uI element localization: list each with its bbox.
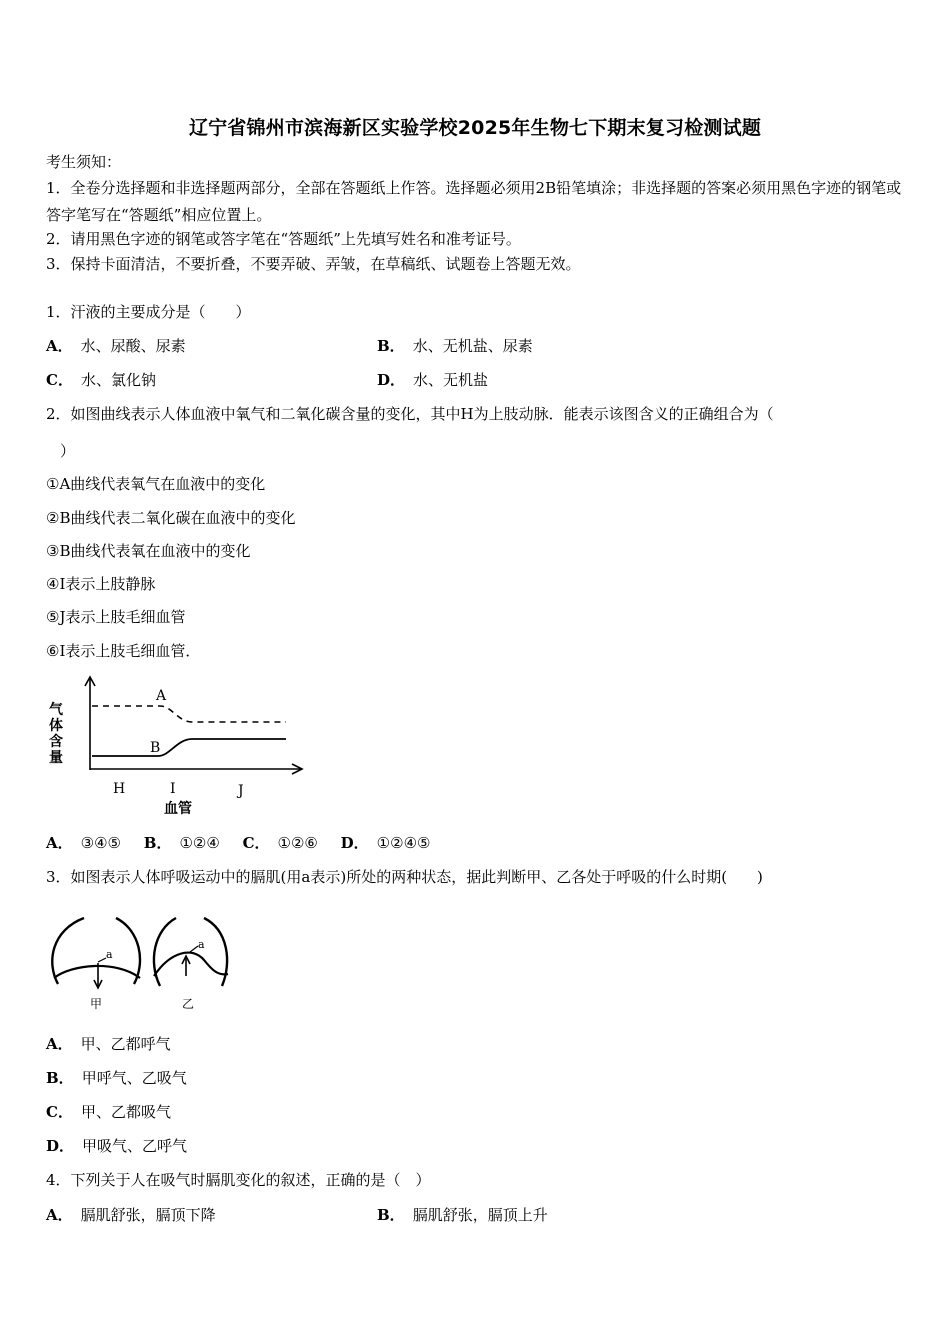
notice-item-2: 2．请用黑色字迹的钢笔或答字笔在“答题纸”上先填写姓名和准考证号。 [46,230,521,248]
notice-heading: 考生须知： [46,153,122,171]
q4-stem: 4．下列关于人在吸气时膈肌变化的叙述，正确的是（ ） [46,1171,431,1189]
y-axis-label-1: 气 [49,702,63,718]
tick-j: J [238,783,244,799]
option-label: B． [377,337,405,355]
tick-h: H [113,781,126,797]
y-axis-label-3: 含 [49,734,63,750]
label-a-right: a [198,938,205,951]
q3-option-c[interactable] [46,1102,171,1122]
label-pointer-left [98,958,106,962]
q1-stem: 1．汗液的主要成分是（ ） [46,303,251,321]
option-label: D． [377,371,406,389]
option-label: B． [46,1069,74,1087]
tick-i: I [170,781,176,797]
curve-b [92,739,286,756]
option-label: A． [46,834,73,852]
q2-option-c[interactable] [243,834,318,852]
option-text: 甲呼气、乙吸气 [81,1069,187,1087]
q4-option-b[interactable] [377,1205,548,1225]
option-label: C． [46,1103,73,1121]
label-left: 甲 [90,997,103,1011]
notice-item-1: 1．全卷分选择题和非选择题两部分，全部在答题纸上作答。选择题必须用2B铅笔填涂；非选择题的答案必须用黑色字迹的钢笔或答字笔写在“答题纸”相应位置上。 [46,179,902,224]
q2-statement-2: ②B曲线代表二氧化碳在血液中的变化 [46,509,296,527]
y-axis-label-2: 体 [49,718,63,734]
q3-option-b[interactable] [46,1068,187,1088]
option-text: 水、氯化钠 [80,371,156,389]
q2-stem-line1: 2．如图曲线表示人体血液中氧气和二氧化碳含量的变化，其中H为上肢动脉．能表示该图含义的正确组合为（ [46,405,774,423]
option-label: D． [340,834,369,852]
option-text: ①②⑥ [277,834,318,852]
diaphragm-figure [44,912,234,1012]
diaphragm-right [154,953,228,976]
option-label: C． [242,834,270,852]
q2-options [46,833,430,853]
q2-option-d[interactable] [341,834,431,852]
option-text: 甲、乙都吸气 [80,1103,171,1121]
q2-statement-6: ⑥I表示上肢毛细血管． [46,642,201,660]
option-text: 甲、乙都呼气 [80,1035,171,1053]
curve-b-label: B [150,740,161,756]
q3-option-a[interactable] [46,1034,171,1054]
option-label: B． [143,834,172,852]
option-text: 水、尿酸、尿素 [80,337,186,355]
q2-statement-1: ①A曲线代表氧气在血液中的变化 [46,475,266,493]
option-text: ①②④ [179,834,220,852]
label-pointer-right [190,946,198,952]
q2-statement-3: ③B曲线代表氧在血液中的变化 [46,542,251,560]
q2-option-b[interactable] [144,834,220,852]
q3-option-d[interactable] [46,1136,187,1156]
option-text: 水、无机盐 [413,371,489,389]
label-a-left: a [106,948,113,961]
page-title: 辽宁省锦州市滨海新区实验学校2025年生物七下期末复习检测试题 [188,117,762,139]
option-label: A． [46,337,73,355]
curve-a [92,706,286,722]
chest-wall-left [52,918,140,984]
q3-stem: 3．如图表示人体呼吸运动中的膈肌(用a表示)所处的两种状态，据此判断甲、乙各处于呼吸的什么时期( ) [46,868,763,886]
option-text: 膈肌舒张，膈顶上升 [412,1206,548,1224]
y-axis-label-4: 量 [49,750,63,766]
option-text: ③④⑤ [80,834,121,852]
diaphragm-left [54,966,140,978]
option-text: 膈肌舒张，膈顶下降 [80,1206,216,1224]
option-label: D． [46,1137,75,1155]
q4-option-a[interactable] [46,1205,216,1225]
notice-item-3: 3．保持卡面清洁，不要折叠，不要弄破、弄皱，在草稿纸、试题卷上答题无效。 [46,255,581,273]
option-label: A． [46,1035,73,1053]
q2-statement-5: ⑤J表示上肢毛细血管 [46,608,186,626]
option-label: A． [46,1206,73,1224]
q1-option-a[interactable] [46,336,186,356]
option-text: 水、无机盐、尿素 [412,337,533,355]
q1-option-b[interactable] [377,336,533,356]
q1-option-c[interactable] [46,370,156,390]
option-text: 甲吸气、乙呼气 [82,1137,188,1155]
label-right: 乙 [182,997,195,1011]
q2-option-a[interactable] [46,834,121,852]
q2-statement-4: ④I表示上肢静脉 [46,575,156,593]
x-axis-label: 血管 [164,801,192,817]
option-text: ①②④⑤ [376,834,431,852]
option-label: C． [46,371,73,389]
curve-a-label: A [156,688,167,704]
q2-stem-line2: ） [60,442,76,460]
blood-gas-figure [40,672,320,822]
option-label: B． [377,1206,405,1224]
q1-option-d[interactable] [377,370,488,390]
